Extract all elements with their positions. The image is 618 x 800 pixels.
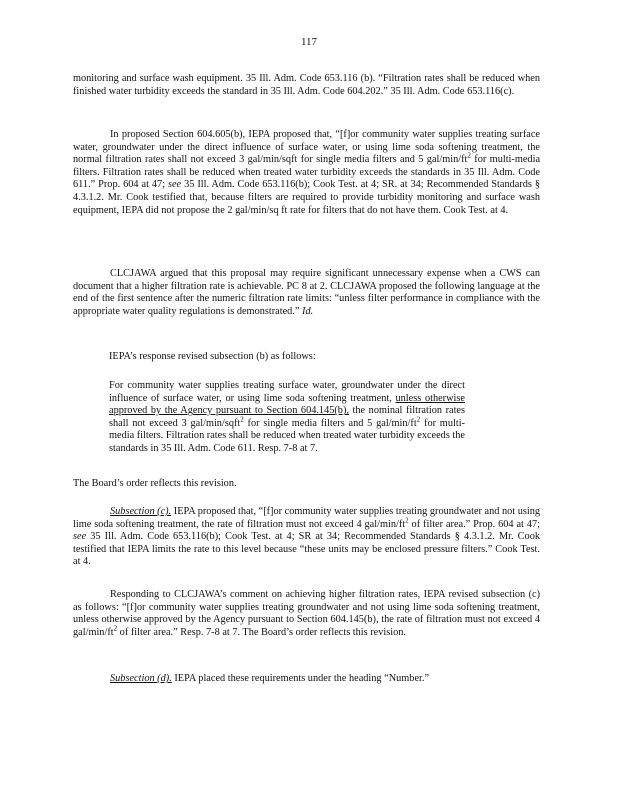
paragraph-clcjawa-comment: [73, 268, 540, 318]
paragraph-text: In proposed Section 604.605(b), IEPA proposed that, “[f]or community water supplies treating surface water, groundwater under the direct influence of surface water, or using lime soda softening treatment, the normal filtration rates shall not exceed 3 gal/min/sqft for single media filters and 5 gal/min/ft: [73, 129, 540, 166]
superscript: 2: [467, 151, 471, 160]
paragraph-iepa-response: [109, 351, 540, 364]
paragraph-subsection-c: [73, 506, 540, 569]
superscript: 2: [405, 516, 409, 525]
quote-text: the nominal filtration rates shall not exceed 3 gal/min/sqft: [109, 405, 466, 429]
paragraph-subsection-b-proposal: [73, 129, 540, 217]
block-quote-revised-subsection-b: [109, 380, 465, 456]
superscript: 2: [416, 415, 421, 424]
paragraph-text: Responding to CLCJAWA’s comment on achieving higher filtration rates, IEPA revised subsection (c) as follows: “[f]or community water supplies treating groundwater and not using lime soda softening treatment, unless otherwise approved by the Agency pursuant to Section 604.145(b), the rate of filtration must not exceed 4 gal/min/ft: [73, 589, 540, 638]
superscript: 2: [240, 415, 244, 424]
paragraph-text: of filter area.” Prop. 604 at 47;: [408, 518, 540, 530]
paragraph-text: 35 Ill. Adm. Code 653.116(b); Cook Test. at 4; SR. at 34; Recommended Standards § 4.3.1.2. Mr. Cook testified that, because filters are required to provide turbidity monitoring and surface wash equipment, IEPA did not propose the 2 gal/min/sq ft rate for filters that do not have them. Cook Test. at 4.: [73, 179, 540, 216]
paragraph-board-order: [73, 478, 540, 491]
citation-id: Id.: [302, 305, 314, 317]
paragraph-clcjawa-response-c: [73, 589, 540, 639]
quote-text: For community water supplies treating surface water, groundwater under the direct influence of surface water, or using lime soda softening treatment,: [109, 380, 465, 404]
paragraph-text: IEPA proposed that, “[f]or community water supplies treating groundwater and not using lime soda softening treatment, the rate of filtration must not exceed 4 gal/min/ft: [73, 506, 541, 530]
quote-text: for multi-media filters. Filtration rates shall be reduced when treated water turbidity exceeds the standards in 35 Ill. Adm. Code 611. Resp. 7-8 at 7.: [109, 417, 465, 454]
paragraph-continuation: [73, 73, 540, 98]
citation-signal: see: [167, 179, 182, 191]
paragraph-subsection-d: [73, 673, 540, 686]
citation-signal: see: [73, 531, 87, 543]
paragraph-text: CLCJAWA argued that this proposal may require significant unnecessary expense when a CWS can document that a higher filtration rate is achievable. PC 8 at 2. CLCJAWA proposed the following language at the end of the first sentence after the numeric filtration rate limits: “unless filter performance in compliance with the appropriate water quality regulations is demonstrated.”: [73, 268, 540, 317]
paragraph-text: for multi-media filters. Filtration rates shall be reduced when treated water turbidity exceeds the standards in 35 Ill. Adm. Code 611.” Prop. 604 at 47;: [73, 154, 541, 191]
paragraph-text: monitoring and surface wash equipment. 35 Ill. Adm. Code 653.116 (b). “Filtration rates shall be reduced when finished water turbidity exceeds the standard in 35 Ill. Adm. Code 604.202.” 35 Ill. Adm. Code 653.116(c).: [73, 73, 540, 97]
subsection-heading: Subsection (c).: [110, 506, 172, 517]
paragraph-text: 35 Ill. Adm. Code 653.116(b); Cook Test. at 4; SR at 34; Recommended Standards § 4.3.1.2. Mr. Cook testified that IEPA limits the rate to this level because “these units may be enclosed pressure filters.” Cook Test. at 4.: [73, 531, 540, 568]
quote-text: for single media filters and 5 gal/min/ft: [243, 417, 417, 429]
subsection-heading: Subsection (d).: [110, 673, 172, 684]
superscript: 2: [113, 624, 118, 633]
paragraph-text: The Board’s order reflects this revision.: [73, 478, 237, 489]
quote-inserted-language: unless otherwise approved by the Agency pursuant to Section 604.145(b),: [109, 392, 465, 417]
paragraph-text: of filter area.” Resp. 7-8 at 7. The Board’s order reflects this revision.: [117, 626, 406, 638]
page-number: 117: [300, 36, 318, 48]
paragraph-text: IEPA’s response revised subsection (b) as follows:: [109, 351, 316, 362]
paragraph-text: IEPA placed these requirements under the heading “Number.”: [171, 673, 430, 684]
